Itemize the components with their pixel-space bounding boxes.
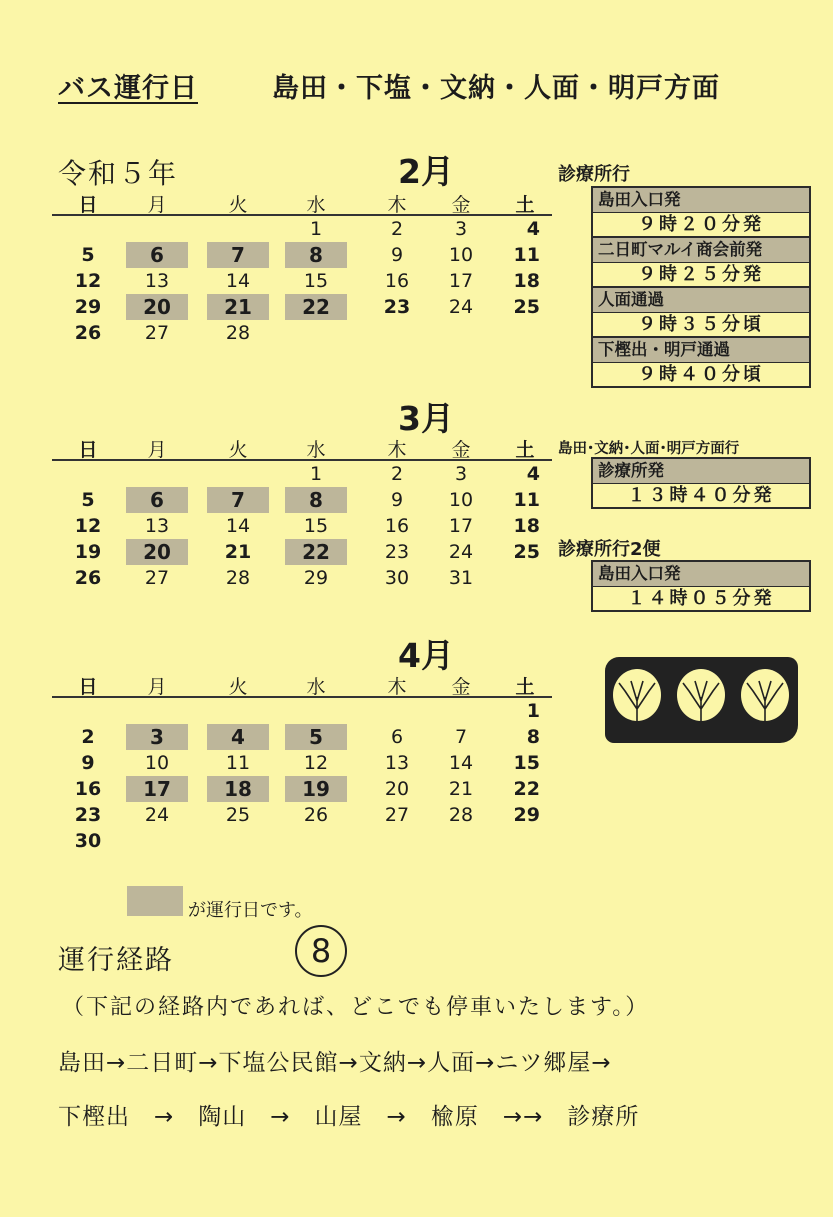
- bus-day: 21: [207, 294, 269, 320]
- calendar-day: 1: [526, 700, 540, 722]
- calendar-day: 14: [448, 752, 474, 774]
- bus-day: 8: [285, 242, 347, 268]
- calendar-week: [52, 268, 552, 294]
- calendar-day: 3: [454, 463, 468, 485]
- weekday-label: 木: [387, 676, 407, 698]
- calendar-day: 21: [224, 541, 252, 563]
- departure-time: １３時４０分発: [627, 485, 775, 506]
- calendar-week: [52, 724, 552, 750]
- stop-label: 下樫出・明戸通過: [593, 338, 809, 363]
- calendar-day: 23: [383, 296, 411, 318]
- route-line-2: 下樫出 → 陶山 → 山屋 → 楡原 →→ 診療所: [58, 1104, 640, 1130]
- legend-text: が運行日です。: [188, 900, 313, 921]
- calendar-mar: [52, 435, 552, 591]
- departure-time: ９時３５分頃: [593, 313, 809, 338]
- weekday-label: 金: [451, 439, 471, 461]
- weekday-label: 土: [515, 194, 535, 216]
- departure-time: ９時２５分発: [593, 263, 809, 288]
- weekday-label: 日: [78, 194, 98, 216]
- calendar-day: 13: [144, 515, 170, 537]
- calendar-day: 27: [384, 804, 410, 826]
- calendar-day: 2: [81, 726, 95, 748]
- calendar-day: 22: [513, 778, 540, 800]
- calendar-day: 17: [448, 515, 474, 537]
- calendar-day: 25: [513, 296, 540, 318]
- weekday-label: 土: [515, 439, 535, 461]
- direction-title: 島田・下塩・文納・人面・明戸方面: [272, 73, 720, 104]
- calendar-day: 12: [74, 515, 102, 537]
- calendar-day: 28: [448, 804, 474, 826]
- calendar-day: 13: [384, 752, 410, 774]
- month-label-apr: 4月: [398, 636, 454, 675]
- calendar-day: 31: [448, 567, 474, 589]
- bus-day: 6: [126, 242, 188, 268]
- calendar-day: 11: [225, 752, 251, 774]
- calendar-day: 30: [384, 567, 410, 589]
- weekday-label: 日: [78, 439, 98, 461]
- bus-day: 7: [207, 487, 269, 513]
- calendar-apr: [52, 672, 552, 854]
- calendar-day: 17: [448, 270, 474, 292]
- schedule-box-1: [591, 186, 811, 388]
- weekday-label: 月: [147, 439, 167, 461]
- weekday-label: 水: [306, 194, 326, 216]
- calendar-day: 11: [513, 489, 540, 511]
- calendar-day: 24: [448, 541, 474, 563]
- bus-day: 22: [285, 539, 347, 565]
- weekday-label: 土: [515, 676, 535, 698]
- schedule-heading-1: 診療所行: [558, 164, 630, 185]
- calendar-day: 28: [225, 567, 251, 589]
- route-heading: 運行経路: [58, 945, 174, 976]
- calendar-day: 4: [526, 218, 540, 240]
- calendar-week: [52, 216, 552, 242]
- calendar-day: 16: [384, 270, 410, 292]
- calendar-day: 1: [309, 218, 323, 240]
- bus-day: 19: [285, 776, 347, 802]
- calendar-day: 28: [225, 322, 251, 344]
- schedule-box-2: [591, 457, 811, 509]
- page-title: バス運行日: [58, 73, 198, 104]
- weekday-label: 水: [306, 439, 326, 461]
- bus-day: 18: [207, 776, 269, 802]
- weekday-label: 月: [147, 676, 167, 698]
- calendar-day: 14: [225, 515, 251, 537]
- calendar-day: 5: [81, 244, 95, 266]
- calendar-day: 10: [448, 244, 474, 266]
- calendar-day: 29: [74, 296, 102, 318]
- bus-day: 20: [126, 539, 188, 565]
- bus-day: 5: [285, 724, 347, 750]
- calendar-day: 26: [74, 322, 102, 344]
- weekday-label: 金: [451, 194, 471, 216]
- stop-label: 人面通過: [593, 288, 809, 313]
- weekday-label: 月: [147, 194, 167, 216]
- calendar-day: 25: [513, 541, 540, 563]
- calendar-week: [52, 242, 552, 268]
- legend-swatch: [127, 886, 183, 916]
- calendar-day: 27: [144, 567, 170, 589]
- calendar-day: 7: [454, 726, 468, 748]
- stop-label: 島田入口発: [593, 562, 809, 587]
- calendar-day: 8: [526, 726, 540, 748]
- weekday-label: 木: [387, 439, 407, 461]
- month-label-feb: 2月: [398, 152, 454, 191]
- calendar-day: 1: [309, 463, 323, 485]
- calendar-day: 5: [81, 489, 95, 511]
- calendar-day: 29: [513, 804, 540, 826]
- weekday-header: [52, 672, 552, 698]
- calendar-day: 14: [225, 270, 251, 292]
- calendar-day: 18: [513, 515, 540, 537]
- calendar-day: 29: [303, 567, 329, 589]
- schedule-heading-3: 診療所行2便: [558, 539, 661, 560]
- calendar-day: 15: [303, 515, 329, 537]
- tree-icon: [605, 657, 798, 743]
- weekday-label: 日: [78, 676, 98, 698]
- calendar-day: 10: [144, 752, 170, 774]
- departure-time: １４時０５分発: [627, 588, 775, 609]
- weekday-label: 金: [451, 676, 471, 698]
- bus-day: 3: [126, 724, 188, 750]
- calendar-day: 13: [144, 270, 170, 292]
- calendar-day: 24: [448, 296, 474, 318]
- bus-day: 20: [126, 294, 188, 320]
- weekday-label: 火: [228, 676, 248, 698]
- weekday-label: 水: [306, 676, 326, 698]
- calendar-week: [52, 828, 552, 854]
- calendar-week: [52, 698, 552, 724]
- calendar-day: 30: [74, 830, 102, 852]
- bus-day: 4: [207, 724, 269, 750]
- calendar-day: 26: [303, 804, 329, 826]
- calendar-day: 24: [144, 804, 170, 826]
- calendar-week: [52, 294, 552, 320]
- calendar-feb: [52, 190, 552, 346]
- calendar-day: 3: [454, 218, 468, 240]
- bus-day: 6: [126, 487, 188, 513]
- calendar-day: 26: [74, 567, 102, 589]
- weekday-header: [52, 435, 552, 461]
- stop-label: 二日町マルイ商会前発: [593, 238, 809, 263]
- calendar-day: 25: [225, 804, 251, 826]
- calendar-day: 10: [448, 489, 474, 511]
- route-note: （下記の経路内であれば、どこでも停車いたします。）: [62, 995, 650, 1020]
- calendar-day: 15: [303, 270, 329, 292]
- calendar-day: 2: [390, 218, 404, 240]
- stop-label: 島田入口発: [593, 188, 809, 213]
- bus-day: 7: [207, 242, 269, 268]
- calendar-day: 9: [390, 489, 404, 511]
- route-number: 8: [295, 925, 347, 977]
- calendar-week: [52, 750, 552, 776]
- calendar-week: [52, 513, 552, 539]
- schedule-box-3: [591, 560, 811, 612]
- calendar-week: [52, 802, 552, 828]
- calendar-day: 9: [390, 244, 404, 266]
- calendar-day: 12: [303, 752, 329, 774]
- calendar-day: 27: [144, 322, 170, 344]
- bus-day: 22: [285, 294, 347, 320]
- calendar-day: 6: [390, 726, 404, 748]
- calendar-day: 16: [384, 515, 410, 537]
- calendar-day: 19: [74, 541, 102, 563]
- calendar-day: 23: [74, 804, 102, 826]
- bus-day: 8: [285, 487, 347, 513]
- calendar-day: 11: [513, 244, 540, 266]
- calendar-day: 2: [390, 463, 404, 485]
- route-line-1: 島田→二日町→下塩公民館→文納→人面→ニツ郷屋→: [58, 1050, 612, 1076]
- stop-label: 診療所発: [593, 459, 809, 484]
- month-label-mar: 3月: [398, 399, 454, 438]
- calendar-week: [52, 487, 552, 513]
- calendar-day: 4: [526, 463, 540, 485]
- trees-illustration: [605, 657, 798, 743]
- weekday-header: [52, 190, 552, 216]
- weekday-label: 火: [228, 439, 248, 461]
- calendar-day: 20: [384, 778, 410, 800]
- weekday-label: 火: [228, 194, 248, 216]
- calendar-day: 23: [384, 541, 410, 563]
- calendar-week: [52, 320, 552, 346]
- calendar-day: 16: [74, 778, 102, 800]
- schedule-heading-2: 島田･文納･人面･明戸方面行: [558, 441, 740, 457]
- calendar-day: 18: [513, 270, 540, 292]
- era-year: 令和５年: [58, 157, 179, 190]
- calendar-week: [52, 539, 552, 565]
- departure-time: ９時２０分発: [593, 213, 809, 238]
- calendar-week: [52, 776, 552, 802]
- calendar-day: 12: [74, 270, 102, 292]
- departure-time: ９時４０分頃: [638, 364, 764, 385]
- weekday-label: 木: [387, 194, 407, 216]
- calendar-day: 9: [81, 752, 95, 774]
- calendar-week: [52, 461, 552, 487]
- calendar-day: 15: [513, 752, 540, 774]
- bus-day: 17: [126, 776, 188, 802]
- calendar-week: [52, 565, 552, 591]
- calendar-day: 21: [448, 778, 474, 800]
